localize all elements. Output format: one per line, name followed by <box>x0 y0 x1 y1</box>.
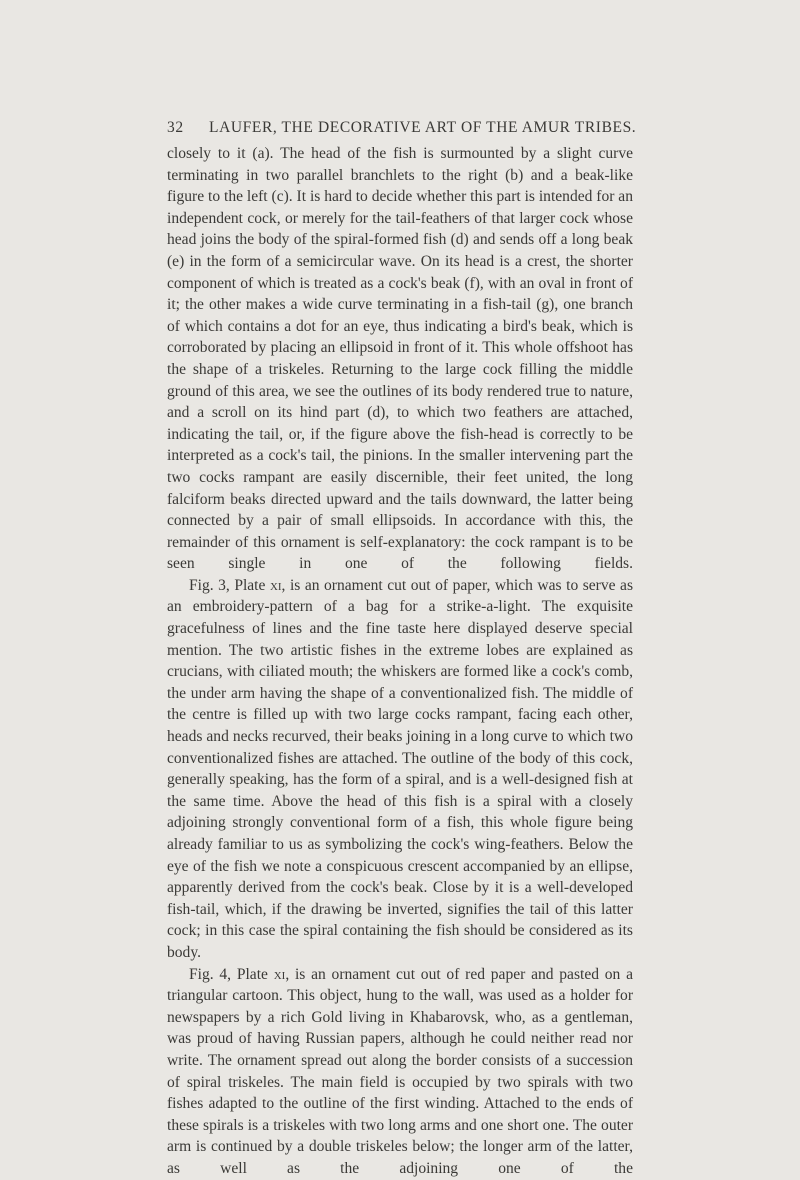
paragraph-2 <box>167 575 633 964</box>
paragraph-3 <box>167 964 633 1180</box>
paragraph-1 <box>167 143 633 575</box>
paragraph-2-plate-numeral: xi <box>269 576 282 594</box>
paragraph-3-fig-label: Fig. 4, Plate <box>189 965 268 983</box>
running-title: LAUFER, THE DECORATIVE ART OF THE AMUR TRIBES. <box>209 119 637 136</box>
paragraph-1-text: closely to it (a). The head of the fish is surmounted by a slight curve terminating in two parallel branchlets to the right (b) and a beak-like figure to the left (c). It is hard to decide whether this part is intended for an independent cock, or merely for the tail-feathers of that larger cock whose head joins the body of the spiral-formed fish (d) and sends off a long beak (e) in the form of a semicircular wave. On its head is a crest, the shorter component of which is treated as a cock's beak (f), with an oval in front of it; the other makes a wide curve terminating in a fish-tail (g), one branch of which contains a dot for an eye, thus indicating a bird's beak, which is corroborated by placing an ellipsoid in front of it. This whole offshoot has the shape of a triskeles. Returning to the large cock filling the middle ground of this area, we see the outlines of its body rendered true to nature, and a scroll on its hind part (d), to which two feathers are attached, indicating the tail, or, if the figure above the fish-head is correctly to be interpreted as a cock's tail, the pinions. In the smaller intervening part the two cocks rampant are easily discernible, their feet united, the long falciform beaks directed upward and the tails downward, the latter being connected by a pair of small ellipsoids. In accordance with this, the remainder of this ornament is self-explanatory: the cock rampant is to be seen single in one of the following fields. <box>167 145 633 573</box>
paragraph-3-text: , is an ornament cut out of red paper and pasted on a triangular cartoon. This object, hung to the wall, was used as a holder for newspapers by a rich Gold living in Khabarovsk, who, as a gentleman, was proud of having Russian papers, although he could neither read nor write. The ornament spread out along the border consists of a succession of spiral triskeles. The main field is occupied by two spirals with two fishes adapted to the outline of the first winding. Attached to the ends of these spirals is a triskeles with two long arms and one short one. The outer arm is continued by a double triskeles below; the longer arm of the latter, as well as the adjoining one of the <box>167 965 633 1177</box>
paragraph-2-text: , is an ornament cut out of paper, which was to serve as an embroidery-pattern of a bag for a strike-a-light. The exquisite gracefulness of lines and the fine taste here displayed deserve special mention. The two artistic fishes in the extreme lobes are explained as crucians, with ciliated mouth; the whiskers are formed like a cock's comb, the under arm having the shape of a conventionalized fish. The middle of the centre is filled up with two large cocks rampant, facing each other, heads and necks recurved, their beaks joining in a long curve to which two conventionalized fishes are attached. The outline of the body of this cock, generally speaking, has the form of a spiral, and is a well-designed fish at the same time. Above the head of this fish is a spiral with a closely adjoining strongly conventional form of a fish, this whole figure being already familiar to us as symbolizing the cock's wing-feathers. Below the eye of the fish we note a conspicuous crescent accompanied by an ellipse, apparently derived from the cock's beak. Close by it is a well-developed fish-tail, which, if the drawing be inverted, signifies the tail of this latter cock; in this case the spiral containing the fish should be considered as its body. <box>167 576 633 961</box>
page-number: 32 <box>167 119 184 136</box>
paragraph-2-fig-label: Fig. 3, Plate <box>189 576 266 594</box>
body-text <box>167 143 633 1180</box>
running-head <box>167 119 637 139</box>
paragraph-3-plate-numeral: xi <box>273 965 286 983</box>
